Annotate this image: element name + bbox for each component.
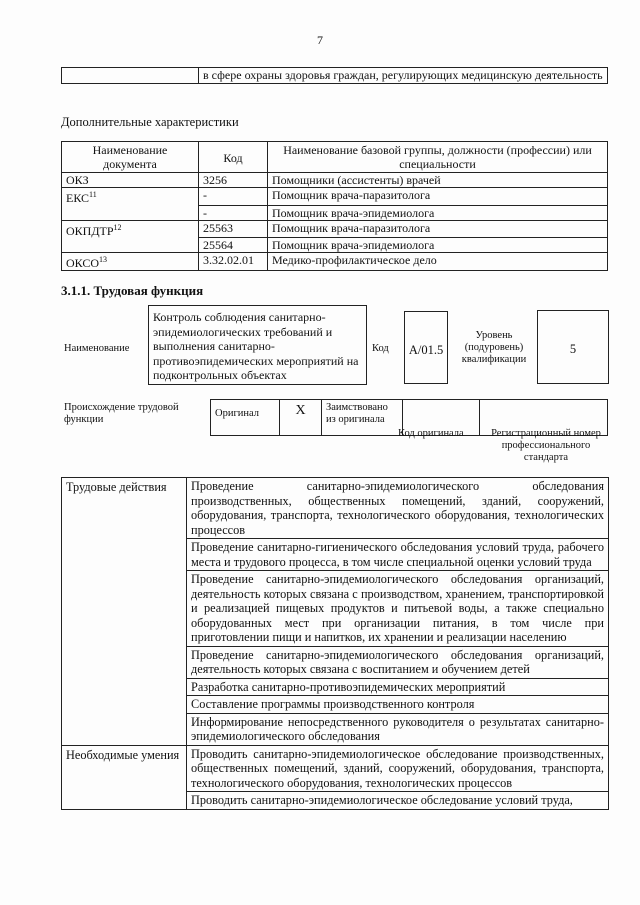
list-item: Проведение санитарно-эпидемиологического обследования производственных, общественных помещений, зданий, сооружений, оборудования, транспорта, технологического оборудования, технологических процессов bbox=[187, 478, 609, 539]
code-cell: 3256 bbox=[199, 173, 268, 188]
original-code-label: Код оригинала bbox=[398, 428, 464, 439]
document-cell bbox=[62, 205, 199, 220]
original-label: Оригинал bbox=[211, 400, 280, 436]
code-label: Код bbox=[372, 343, 389, 354]
position-name-cell: Помощник врача-паразитолога bbox=[268, 188, 608, 206]
position-name-cell: Помощник врача-эпидемиолога bbox=[268, 205, 608, 220]
code-cell: 25563 bbox=[199, 220, 268, 238]
original-mark: X bbox=[280, 400, 322, 436]
table-row bbox=[62, 745, 609, 792]
document-cell bbox=[62, 220, 199, 238]
document-name: ОКЗ bbox=[66, 173, 89, 187]
list-item: Информирование непосредственного руководителя о результатах санитарно-эпидемиологического обследования bbox=[187, 713, 609, 745]
function-code-box: A/01.5 bbox=[404, 311, 448, 384]
table-row bbox=[62, 68, 608, 84]
position-name-cell: Помощник врача-паразитолога bbox=[268, 220, 608, 238]
code-cell: 25564 bbox=[199, 238, 268, 253]
code-cell: 3.32.02.01 bbox=[199, 253, 268, 271]
position-name-cell: Помощники (ассистенты) врачей bbox=[268, 173, 608, 188]
position-name-cell: Помощник врача-эпидемиолога bbox=[268, 238, 608, 253]
list-item: Проведение санитарно-эпидемиологического обследования организаций, деятельность которых связана с производством, хранением, транспортировкой и реализацией пищевых продуктов и питьевой воды, а также специально оборудованных мест при организации питания, в том числе при приготовлении пищи и напитков, их хранении и реализации населению bbox=[187, 571, 609, 647]
borrowed-label: Заимствовано из оригинала bbox=[322, 400, 403, 436]
qualification-level-label: Уровень (подуровень) квалификации bbox=[461, 330, 527, 365]
function-name-box: Контроль соблюдения санитарно-эпидемиологических требований и выполнения санитарно-противоэпидемических мероприятий на подконтрольных объектах bbox=[148, 305, 367, 385]
document-cell bbox=[62, 173, 199, 188]
footnote-ref: 11 bbox=[89, 190, 97, 199]
column-header-code: Код bbox=[199, 142, 268, 173]
section-heading: 3.1.1. Трудовая функция bbox=[61, 283, 204, 298]
code-cell: - bbox=[199, 205, 268, 220]
document-cell bbox=[62, 253, 199, 271]
table-row bbox=[62, 253, 608, 271]
additional-characteristics-table bbox=[61, 141, 608, 271]
document-name: ОКПДТР bbox=[66, 223, 114, 238]
table-row bbox=[62, 205, 608, 220]
origin-label: Происхождение трудовой функции bbox=[64, 402, 179, 425]
table-header-row bbox=[62, 142, 608, 173]
labor-function-details-table bbox=[61, 477, 609, 810]
table-row bbox=[62, 478, 609, 539]
top-continuation-table bbox=[61, 67, 608, 84]
document-name: ОКСО bbox=[66, 256, 100, 270]
list-item: Составление программы производственного контроля bbox=[187, 696, 609, 714]
document-cell bbox=[62, 188, 199, 206]
document-cell bbox=[62, 238, 199, 253]
column-header-name: Наименование базовой группы, должности (профессии) или специальности bbox=[268, 142, 608, 173]
category-label: Трудовые действия bbox=[62, 478, 187, 746]
list-item: Проведение санитарно-гигиенического обследования условий труда, рабочего места и трудового процесса, в том числе специальной оценки условий труда bbox=[187, 539, 609, 571]
empty-cell bbox=[62, 68, 199, 84]
table-row bbox=[62, 220, 608, 238]
footnote-ref: 12 bbox=[113, 222, 122, 232]
list-item: Проводить санитарно-эпидемиологическое обследование производственных, общественных помещений, зданий, сооружений, оборудования, транспорта, технологического оборудования, технологических процессов bbox=[187, 745, 609, 792]
document-name: ЕКС bbox=[66, 191, 90, 205]
category-label: Необходимые умения bbox=[62, 745, 187, 809]
registration-number-label: Регистрационный номер профессионального стандарта bbox=[491, 428, 601, 463]
code-cell: - bbox=[199, 188, 268, 206]
position-name-cell: Медико-профилактическое дело bbox=[268, 253, 608, 271]
footnote-ref: 13 bbox=[99, 255, 108, 264]
column-header-document: Наименование документа bbox=[62, 142, 199, 173]
page-number: 7 bbox=[317, 33, 323, 47]
table-row bbox=[62, 188, 608, 206]
table-row bbox=[62, 173, 608, 188]
name-label: Наименование bbox=[64, 343, 130, 354]
qualification-level-box: 5 bbox=[537, 310, 609, 384]
additional-characteristics-heading: Дополнительные характеристики bbox=[61, 115, 239, 129]
list-item: Проведение санитарно-эпидемиологического обследования организаций, деятельность которых связана с воспитанием и обучением детей bbox=[187, 646, 609, 678]
list-item: Разработка санитарно-противоэпидемических мероприятий bbox=[187, 678, 609, 696]
continuation-text: в сфере охраны здоровья граждан, регулирующих медицинскую деятельность bbox=[199, 68, 608, 84]
list-item: Проводить санитарно-эпидемиологическое обследование условий труда, bbox=[187, 792, 609, 810]
table-row bbox=[62, 238, 608, 253]
